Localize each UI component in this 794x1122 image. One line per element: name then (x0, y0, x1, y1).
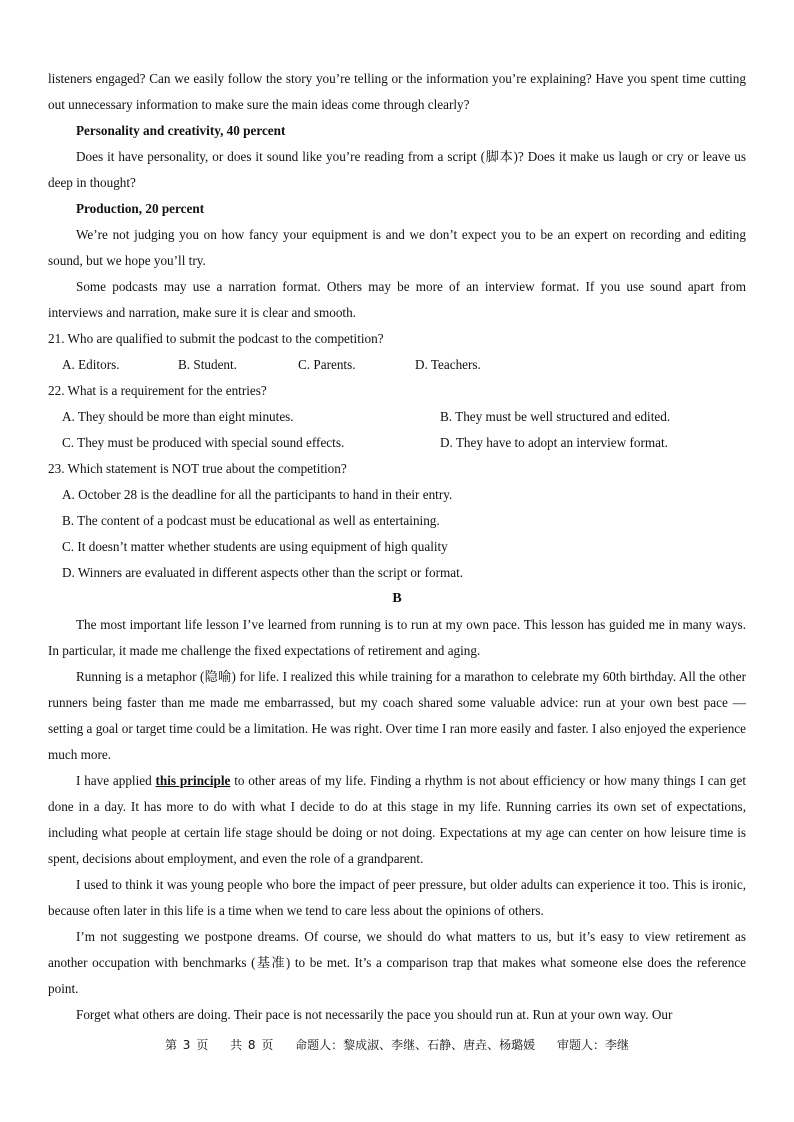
passage-a-continued-paragraph: listeners engaged? Can we easily follow the story you’re telling or the information you’re explaining? Have you spent time cutting out unnecessary information to make sure the main ideas come through clearly? (48, 71, 746, 112)
passage-b-paragraph-1: The most important life lesson I’ve learned from running is to run at my own pace. This lesson has guided me in many ways. In particular, it made me challenge the fixed expectations of retirement and aging. (48, 617, 746, 658)
option-a: A. Editors. (62, 357, 120, 372)
passage-b-paragraph-5: I’m not suggesting we postpone dreams. Of course, we should do what matters to us, but it’s easy to view retirement as another occupation with benchmarks (基准) to be met. It’s a comparison trap that makes what someone else does the reference point. (48, 929, 746, 996)
option-d: D. They have to adopt an interview format. (440, 435, 668, 450)
options-row (48, 352, 746, 378)
passage-b-paragraph-6: Forget what others are doing. Their pace is not necessarily the pace you should run at. Run at your own way. Our (76, 1007, 673, 1022)
question-23 (48, 456, 746, 586)
heading-personality: Personality and creativity, 40 percent (76, 123, 286, 138)
question-22 (48, 378, 746, 456)
section-title-b: B (392, 591, 402, 606)
page-number: 第 3 页 (164, 1038, 209, 1052)
question-setters: 命题人：黎成淑、李继、石静、唐垚、杨璐媛 (295, 1038, 536, 1052)
option-b: B. Student. (178, 357, 237, 372)
option-d: D. Winners are evaluated in different aspects other than the script or format. (62, 565, 464, 580)
options-row (48, 430, 746, 456)
question-stem: 21. Who are qualified to submit the podcast to the competition? (48, 331, 384, 346)
reviewer: 审题人：李继 (557, 1038, 630, 1052)
passage-b-paragraph-3 (48, 768, 746, 872)
question-21 (48, 326, 746, 378)
paragraph-personality: Does it have personality, or does it sound like you’re reading from a script (脚本)? Does it make us laugh or cry or leave us deep in thought? (48, 149, 746, 190)
option-c: C. It doesn’t matter whether students are using equipment of high quality (62, 539, 448, 554)
option-a: A. They should be more than eight minutes. (62, 409, 294, 424)
option-b: B. The content of a podcast must be educational as well as entertaining. (62, 513, 440, 528)
page-footer (0, 1036, 794, 1053)
question-stem: 23. Which statement is NOT true about the competition? (48, 461, 347, 476)
heading-production: Production, 20 percent (76, 201, 205, 216)
options-row (48, 404, 746, 430)
underlined-phrase: this principle (155, 773, 231, 788)
text-segment: I have applied (76, 773, 156, 788)
paragraph-production-2: Some podcasts may use a narration format. Others may be more of an interview format. If you use sound apart from interviews and narration, make sure it is clear and smooth. (48, 279, 746, 320)
total-pages: 共 8 页 (230, 1038, 274, 1052)
option-d: D. Teachers. (415, 357, 481, 372)
option-c: C. Parents. (298, 357, 356, 372)
option-a: A. October 28 is the deadline for all the participants to hand in their entry. (62, 487, 453, 502)
exam-page (48, 66, 746, 1028)
text-segment: to other areas of my life. Finding a rhythm is not about efficiency or how many things I can get done in a day. It has more to do with what I decide to do at this stage in my life. Running carries its own set of expectations, including what people at certain life stage should be doing or not doing. Expectations at my age can center on how leisure time is spent, decisions about employment, and even the role of a grandparent. (48, 773, 747, 866)
question-stem: 22. What is a requirement for the entries? (48, 383, 267, 398)
passage-b-paragraph-4: I used to think it was young people who bore the impact of peer pressure, but older adults can experience it too. This is ironic, because often later in this life is a time when we tend to care less about the opinions of others. (48, 877, 746, 918)
passage-b-paragraph-2: Running is a metaphor (隐喻) for life. I realized this while training for a marathon to celebrate my 60th birthday. All the other runners being faster than me made me embarrassed, but my coach shared some valuable advice: run at your own best pace — setting a goal or target time could be a limitation. He was right. Over time I ran more easily and faster. I also enjoyed the experience much more. (48, 669, 746, 762)
paragraph-production-1: We’re not judging you on how fancy your equipment is and we don’t expect you to be an expert on recording and editing sound, but we hope you’ll try. (48, 227, 746, 268)
option-c: C. They must be produced with special sound effects. (62, 435, 345, 450)
option-b: B. They must be well structured and edited. (440, 409, 671, 424)
